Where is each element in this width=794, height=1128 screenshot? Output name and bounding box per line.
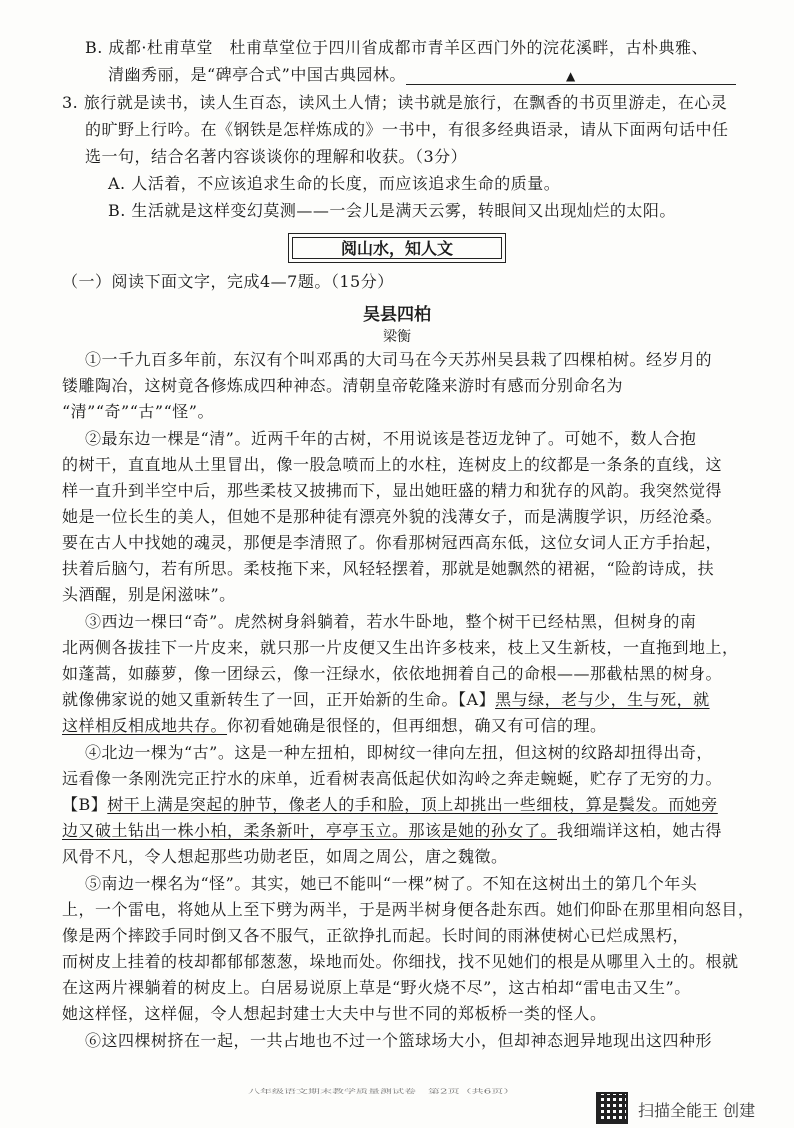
p4-b2-rest: 我细端详这柏，她古得 xyxy=(557,821,723,840)
p4-b-line xyxy=(62,795,718,815)
watermark-text: 扫描全能王 创建 xyxy=(638,1101,756,1120)
p5-line: 上，一个雷电，将她从上至下劈为两半，于是两半树身便各赴东西。她们仰卧在那里相向怒目， xyxy=(62,900,755,919)
p2-line: ②最东边一棵是“清”。近两千年的古树，不用说该是苍迈龙钟了。可她不，数人合抱 xyxy=(85,429,697,448)
p5-line: 像是两个摔跤手同时倒又各不服气，正欲挣扎而起。长时间的雨淋使树心已烂成黑朽， xyxy=(62,926,690,945)
p5-line: 她这样怪，这样倔，令人想起封建士大夫中与世不同的郑板桥一类的怪人。 xyxy=(62,1004,607,1023)
p3-underlined-end: 这样相反相成地共存。 xyxy=(62,716,228,735)
q3-stem-line2: 的旷野上行吟。在《钢铁是怎样炼成的》一书中，有很多经典语录，请从下面两句话中任 xyxy=(85,120,729,139)
q3-option-a: A. 人活着，不应该追求生命的长度，而应该追求生命的质量。 xyxy=(108,174,561,193)
answer-blank xyxy=(406,66,736,85)
q2-option-b-line2 xyxy=(108,65,736,85)
p5-line: 在这两片裸躺着的树皮上。白居易说原上草是“野火烧不尽”，这古柏却“雷电击又生”。 xyxy=(62,978,691,997)
p5-line: 而树皮上挂着的枝却都郁郁葱葱，垛地而处。你细找，找不见她们的根是从哪里入土的。根就 xyxy=(62,952,739,971)
article-title: 吴县四柏 xyxy=(363,305,431,325)
q2-option-b-line1: B. 成都·杜甫草堂 杜甫草堂位于四川省成都市青羊区西门外的浣花溪畔，古朴典雅、 xyxy=(85,38,709,57)
article-author: 梁衡 xyxy=(383,329,411,345)
p3-last-line xyxy=(62,716,607,736)
q3-option-b: B. 生活就是这样变幻莫测——一会儿是满天云雾，转眼间又出现灿烂的太阳。 xyxy=(108,201,676,220)
page-footer: 八年级语文期末教学质量测试卷 第2页（共6页） xyxy=(248,1088,516,1095)
p3-line: 如蓬蒿，如藤萝，像一团绿云，像一汪绿水，依依地拥着自己的命根——那截枯黑的树身。 xyxy=(62,664,723,683)
q2-option-b-text: 清幽秀丽，是“碑亭合式”中国古典园林。 xyxy=(108,65,406,84)
p2-line: 她是一位长生的美人，但她不是那种徒有漂亮外貌的浅薄女子，而是满腹学识，历经沧桑。 xyxy=(62,507,723,526)
p2-line: 样一直升到半空中后，那些柔枝又披拂而下，显出她旺盛的精力和犹存的风韵。我突然觉得 xyxy=(62,481,723,500)
p4-b2-line xyxy=(62,821,722,841)
section-title-box xyxy=(288,233,506,263)
p4-b-underlined: 树干上满是突起的肿节，像老人的手和脸，顶上却挑出一些细枝，算是鬓发。而她旁 xyxy=(107,795,718,814)
p2-line: 头酒醒，别是闲滋味”。 xyxy=(62,585,236,604)
p4-b2-underlined: 边又破土钻出一株小柏，柔条新叶，亭亭玉立。那该是她的孙女了。 xyxy=(62,821,558,840)
triangle-mark-icon: ▲ xyxy=(566,69,576,83)
p6-line: ⑥这四棵树挤在一起，一共占地也不过一个篮球场大小，但却神态迥异地现出这四种形 xyxy=(85,1031,713,1050)
p3-line: ③西边一棵曰“奇”。虎然树身斜躺着，若水牛卧地，整个树干已经枯黑，但树身的南 xyxy=(85,612,697,631)
p4-line: 远看像一条刚洗完正拧水的床单，近看树表高低起伏如沟岭之奔走蜿蜒，贮存了无穷的力。 xyxy=(62,769,723,788)
p2-line: 扶着后脑勺，若有所思。柔枝拖下来，风轻轻摆着，那就是她飘然的裙裾，“险韵诗成，扶 xyxy=(62,559,715,578)
p4-end-line: 风骨不凡，令人想起那些功勋老臣，如周之周公，唐之魏徵。 xyxy=(62,847,508,866)
p3-last-rest: 你初看她确是很怪的，但再细想，确又有可信的理。 xyxy=(227,716,607,735)
reading-intro: （一）阅读下面文字，完成4—7题。（15分） xyxy=(62,272,394,291)
p3-line: 北两侧各拔挂下一片皮来，就只那一片皮便又生出许多枝来，枝上又生新枝，一直拖到地上， xyxy=(62,638,739,657)
section-title: 阅山水，知人文 xyxy=(292,237,502,259)
p1-line: ①一千九百多年前，东汉有个叫邓禹的大司马在今天苏州吴县栽了四棵柏树。经岁月的 xyxy=(85,350,713,369)
p4-line: ④北边一棵为“古”。这是一种左扭柏，即树纹一律向左扭，但这树的纹路却扭得出奇， xyxy=(85,743,713,762)
q3-stem-line3: 选一句，结合名著内容谈谈你的理解和收获。（3分） xyxy=(85,147,468,166)
p3-a-underlined: 黑与绿，老与少，生与死，就 xyxy=(495,690,710,709)
qr-code-icon xyxy=(596,1092,628,1124)
p3-line: 就像佛家说的她又重新转生了一回，正开始新的生命。 xyxy=(62,690,459,709)
p2-line: 要在古人中找她的魂灵，那便是李清照了。你看那树冠西高东低，这位女词人正方手抬起， xyxy=(62,533,723,552)
marker-a: 【A】 xyxy=(458,690,496,709)
q3-stem-line1: 3. 旅行就是读书，读人生百态，读风土人情；读书就是旅行，在飘香的书页里游走，在心灵 xyxy=(62,93,728,112)
marker-b: 【B】 xyxy=(62,795,108,814)
p3-line-with-a xyxy=(62,690,710,710)
p5-line: ⑤南边一棵名为“怪”。其实，她已不能叫“一棵”树了。不知在这树出土的第几个年头 xyxy=(85,874,698,893)
p1-line: 镂雕陶冶，这树竟各修炼成四种神态。清朝皇帝乾隆来游时有感而分别命名为 xyxy=(62,376,624,395)
p2-line: 的树干，直直地从土里冒出，像一股急喷而上的水柱，连树皮上的纹都是一条条的直线，这 xyxy=(62,455,723,474)
p1-line: “清”“奇”“古”“怪”。 xyxy=(62,402,214,421)
